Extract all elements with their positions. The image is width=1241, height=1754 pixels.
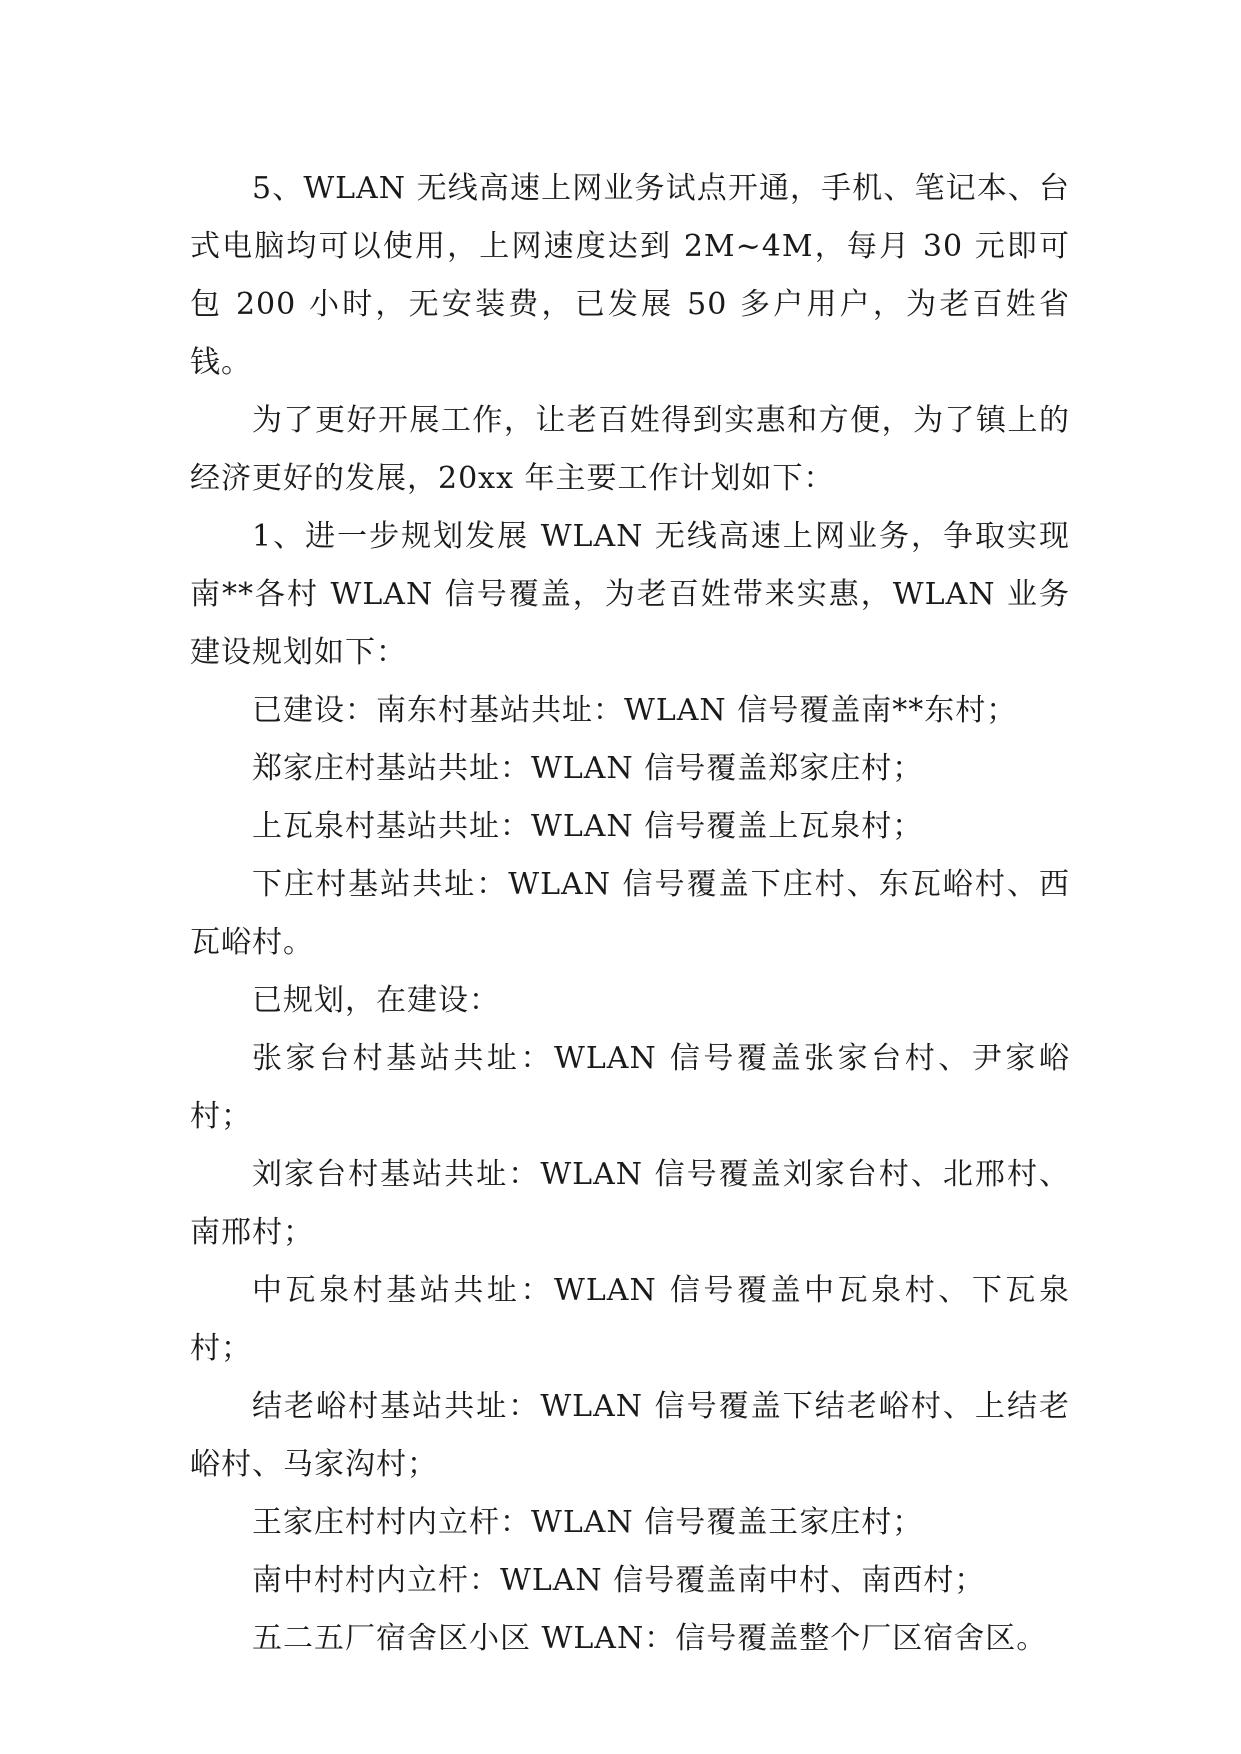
paragraph-planned-wangjiazhuang: 王家庄村村内立杆：WLAN 信号覆盖王家庄村； (252, 1505, 924, 1540)
paragraph-built-xiazhuang: 下庄村基站共址：WLAN 信号覆盖下庄村、东瓦峪村、西瓦峪村。 (190, 867, 1070, 960)
paragraph-planned-heading: 已规划，在建设： (252, 983, 500, 1018)
paragraph-wlan-pilot: 5、WLAN 无线高速上网业务试点开通，手机、笔记本、台式电脑均可以使用，上网速度达到 2M~4M，每月 30 元即可包 200 小时，无安装费，已发展 50 多户用户，为老百姓省钱。 (190, 171, 1070, 380)
paragraph-built-shangwaquan: 上瓦泉村基站共址：WLAN 信号覆盖上瓦泉村； (252, 809, 924, 844)
paragraph-built-zhengjiazhuang: 郑家庄村基站共址：WLAN 信号覆盖郑家庄村； (252, 751, 924, 786)
paragraph-planned-zhongwaquan: 中瓦泉村基站共址：WLAN 信号覆盖中瓦泉村、下瓦泉村； (190, 1273, 1070, 1366)
paragraph-planned-jielaoyu: 结老峪村基站共址：WLAN 信号覆盖下结老峪村、上结老峪村、马家沟村； (190, 1389, 1070, 1482)
paragraph-built-nandong: 已建设：南东村基站共址：WLAN 信号覆盖南**东村； (252, 693, 1018, 728)
paragraph-work-plan-intro: 为了更好开展工作，让老百姓得到实惠和方便，为了镇上的经济更好的发展，20xx 年主要工作计划如下： (190, 403, 1070, 496)
paragraph-plan-item-1: 1、进一步规划发展 WLAN 无线高速上网业务，争取实现南**各村 WLAN 信号覆盖，为老百姓带来实惠，WLAN 业务建设规划如下： (190, 519, 1070, 670)
paragraph-planned-factory-dorm: 五二五厂宿舍区小区 WLAN：信号覆盖整个厂区宿舍区。 (252, 1621, 1048, 1656)
paragraph-planned-liujiatai: 刘家台村基站共址：WLAN 信号覆盖刘家台村、北邢村、南邢村； (190, 1157, 1070, 1250)
document-body (190, 160, 1070, 1668)
paragraph-planned-zhangjiatai: 张家台村基站共址：WLAN 信号覆盖张家台村、尹家峪村； (190, 1041, 1070, 1134)
paragraph-planned-nanzhong: 南中村村内立杆：WLAN 信号覆盖南中村、南西村； (252, 1563, 986, 1598)
